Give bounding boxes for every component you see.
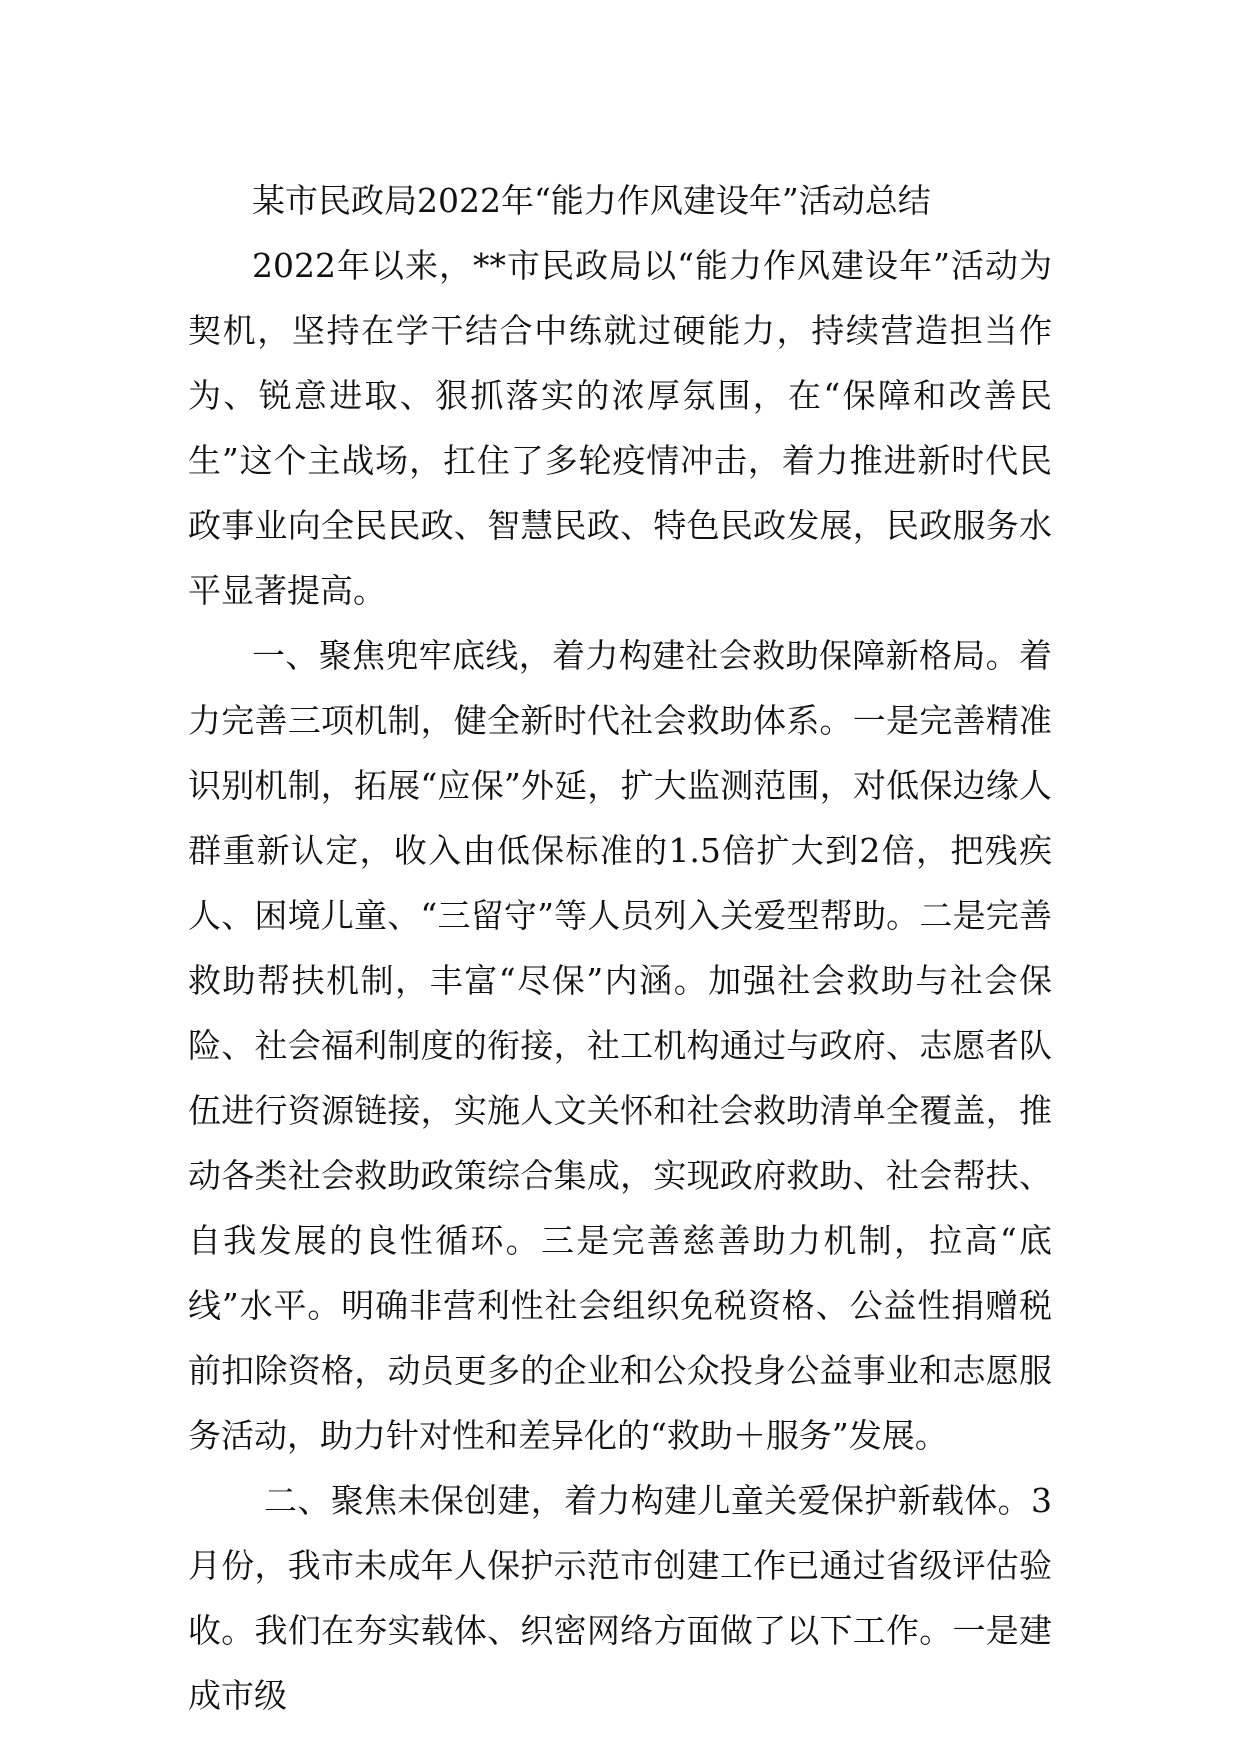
section-one-paragraph: 一、聚焦兜牢底线，着力构建社会救助保障新格局。着力完善三项机制，健全新时代社会救助体系。一是完善精准识别机制，拓展“应保”外延，扩大监测范围，对低保边缘人群重新认定，收入由低保标准的1.5倍扩大到2倍，把残疾人、困境儿童、“三留守”等人员列入关爱型帮助。二是完善救助帮扶机制，丰富“尽保”内涵。加强社会救助与社会保险、社会福利制度的衔接，社工机构通过与政府、志愿者队伍进行资源链接，实施人文关怀和社会救助清单全覆盖，推动各类社会救助政策综合集成，实现政府救助、社会帮扶、自我发展的良性循环。三是完善慈善助力机制，拉高“底线”水平。明确非营利性社会组织免税资格、公益性捐赠税前扣除资格，动员更多的企业和公众投身公益事业和志愿服务活动，助力针对性和差异化的“救助＋服务”发展。 bbox=[188, 636, 1052, 1455]
section-two-paragraph: 二、聚焦未保创建，着力构建儿童关爱保护新载体。3月份，我市未成年人保护示范市创建工作已通过省级评估验收。我们在夯实载体、织密网络方面做了以下工作。一是建成市级 bbox=[188, 1481, 1052, 1715]
intro-paragraph: 2022年以来，**市民政局以“能力作风建设年”活动为契机，坚持在学干结合中练就过硬能力，持续营造担当作为、锐意进取、狠抓落实的浓厚氛围，在“保障和改善民生”这个主战场，扛住了多轮疫情冲击，着力推进新时代民政事业向全民民政、智慧民政、特色民政发展，民政服务水平显著提高。 bbox=[188, 246, 1052, 610]
document-body bbox=[188, 168, 1052, 1728]
document-title: 某市民政局2022年“能力作风建设年”活动总结 bbox=[252, 181, 931, 220]
